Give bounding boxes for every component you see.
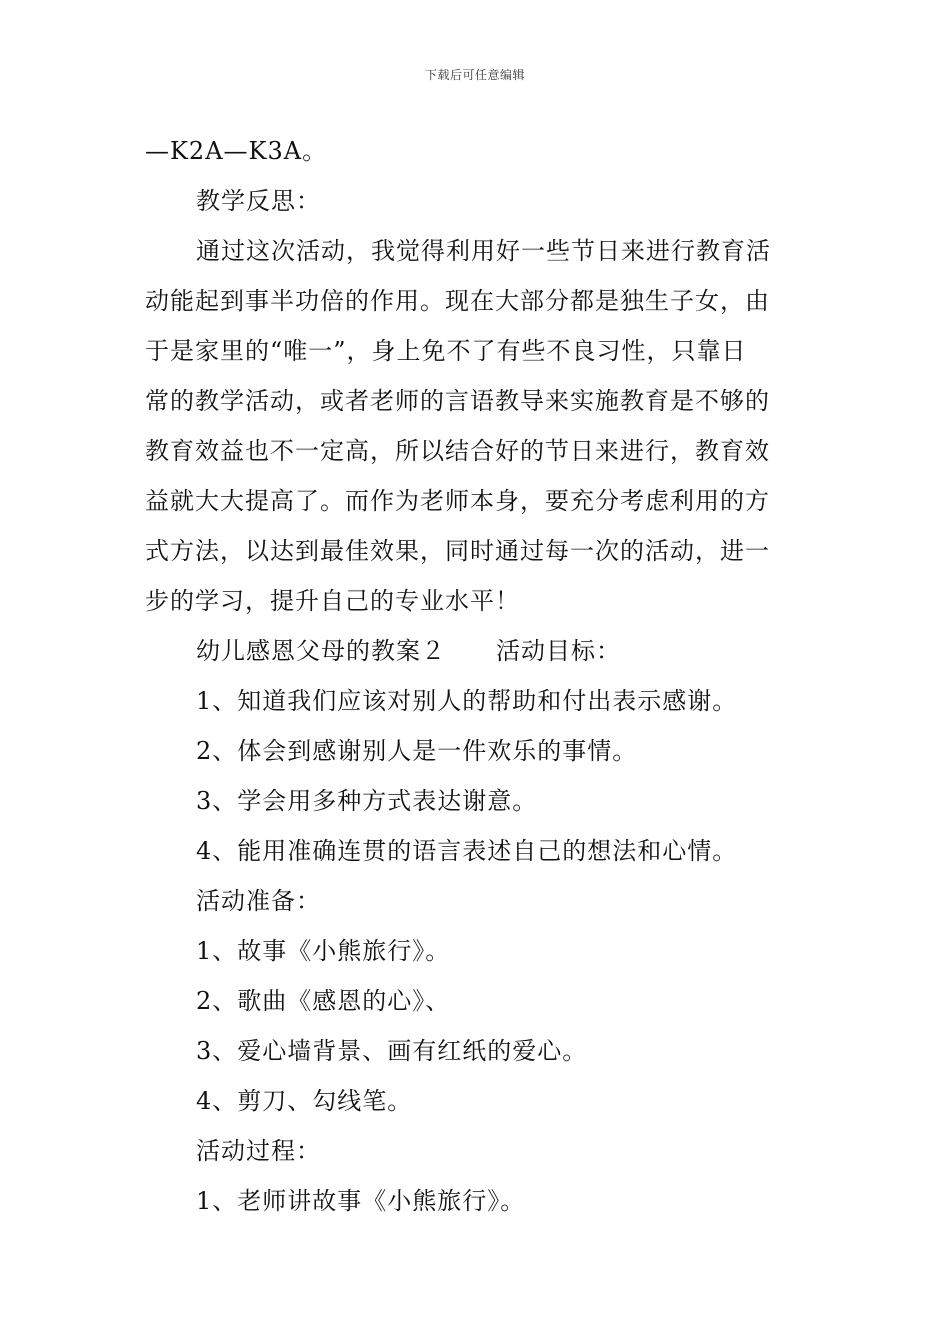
section-heading-preparation: 活动准备：	[196, 887, 321, 915]
list-item: 3、学会用多种方式表达谢意。	[196, 787, 538, 815]
list-item: 4、剪刀、勾线笔。	[196, 1087, 413, 1115]
section-heading-reflection: 教学反思：	[196, 187, 321, 215]
text-line: 于是家里的“唯一”，身上免不了有些不良习性，只靠日	[145, 337, 747, 365]
list-item: 1、知道我们应该对别人的帮助和付出表示感谢。	[196, 687, 738, 715]
text-line: 步的学习，提升自己的专业水平！	[145, 587, 520, 615]
text-line: 教育效益也不一定高，所以结合好的节日来进行，教育效	[145, 437, 770, 465]
text-line: 通过这次活动，我觉得利用好一些节日来进行教育活	[196, 237, 771, 265]
list-item: 1、故事《小熊旅行》。	[196, 937, 451, 965]
list-item: 4、能用准确连贯的语言表述自己的想法和心情。	[196, 837, 738, 865]
header-note: 下载后可任意编辑	[424, 68, 525, 82]
lesson-title: 幼儿感恩父母的教案２ 活动目标：	[196, 637, 621, 665]
text-line: 动能起到事半功倍的作用。现在大部分都是独生子女，由	[145, 287, 770, 315]
text-line: 式方法，以达到最佳效果，同时通过每一次的活动，进一	[145, 537, 770, 565]
section-heading-process: 活动过程：	[196, 1137, 321, 1165]
list-item: 2、体会到感谢别人是一件欢乐的事情。	[196, 737, 638, 765]
document-body	[145, 126, 810, 1226]
list-item: 1、老师讲故事《小熊旅行》。	[196, 1187, 526, 1215]
list-item: 3、爱心墙背景、画有红纸的爱心。	[196, 1037, 588, 1065]
text-line: 益就大大提高了。而作为老师本身，要充分考虑利用的方	[145, 487, 770, 515]
text-line: 常的教学活动，或者老师的言语教导来实施教育是不够的	[145, 387, 770, 415]
text-line: —K2A—K3A。	[145, 137, 328, 165]
list-item: 2、歌曲《感恩的心》、	[196, 987, 451, 1015]
